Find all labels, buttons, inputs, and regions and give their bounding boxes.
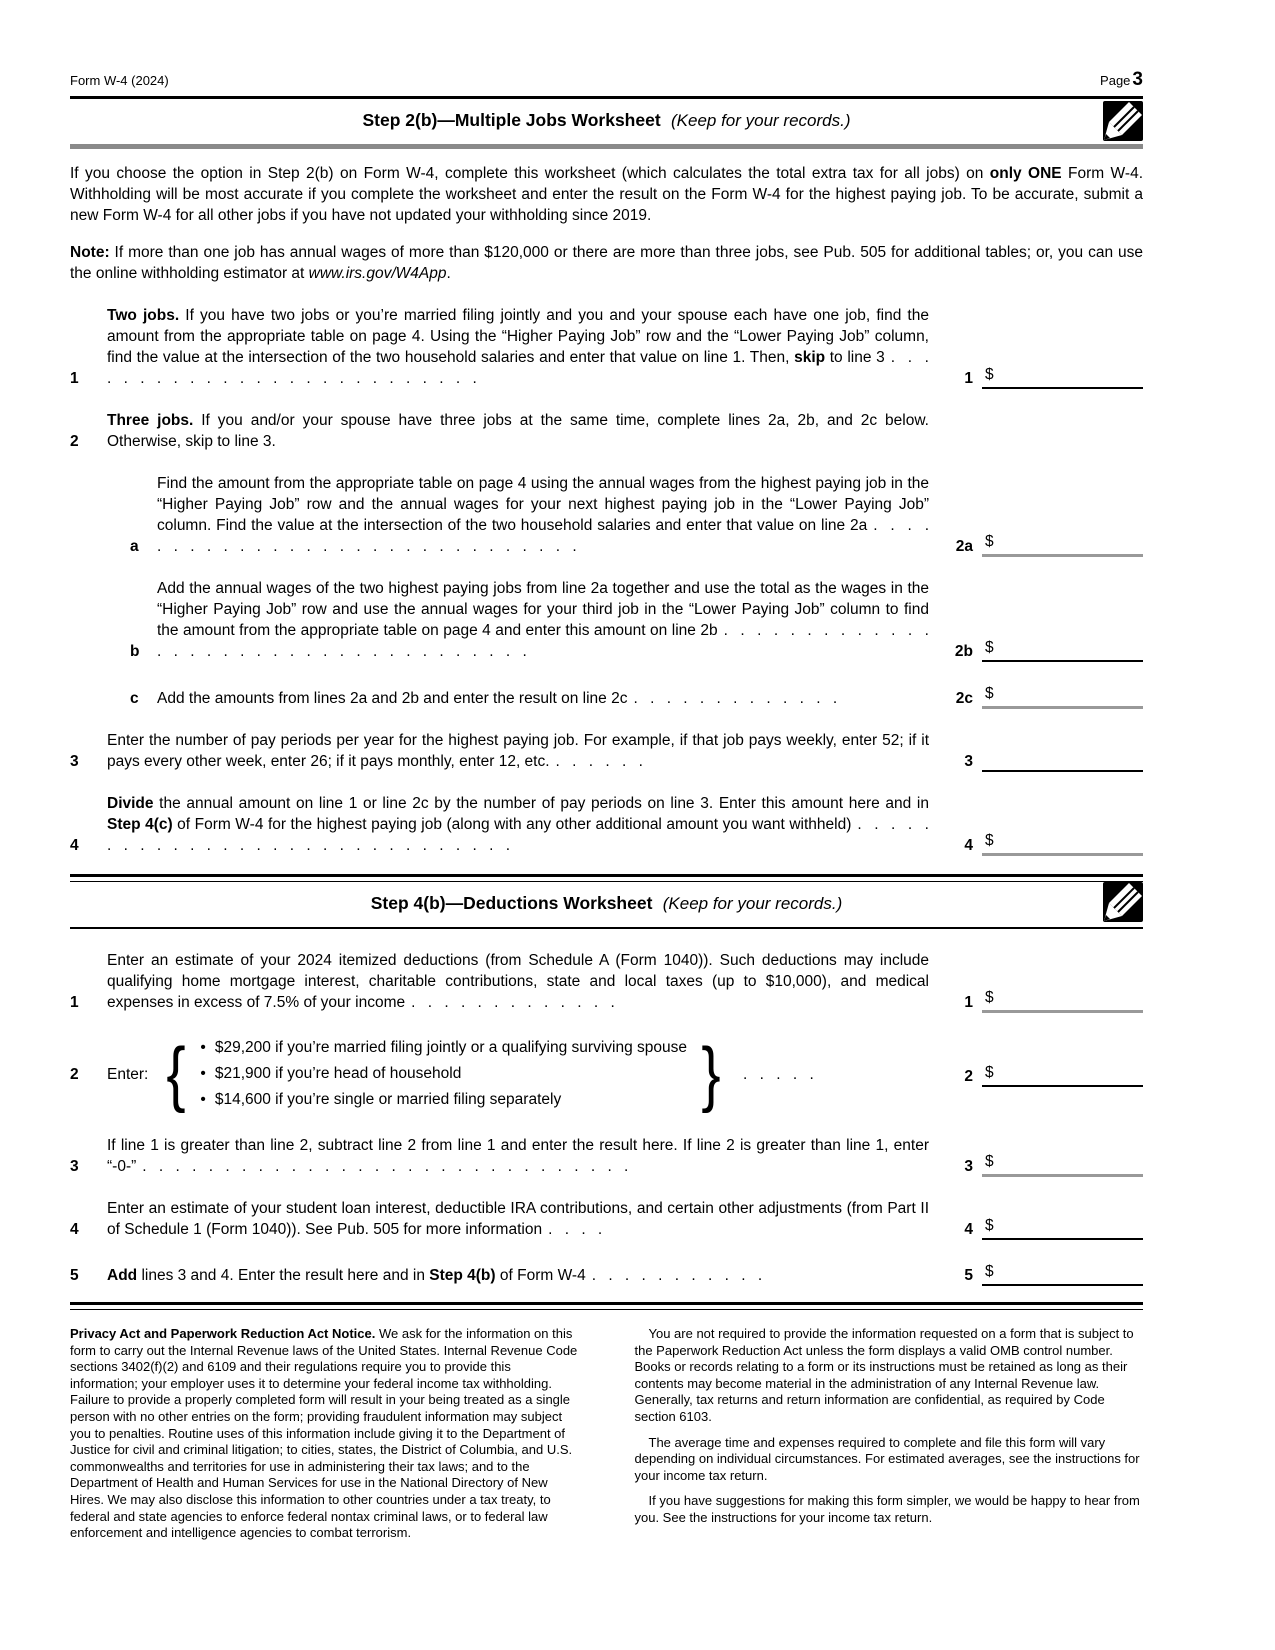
dollar-sign: $ bbox=[985, 989, 994, 1006]
text-segment: $14,600 if you’re single or married filing separately bbox=[214, 1091, 562, 1108]
line-text bbox=[157, 473, 943, 557]
section-subtitle: (Keep for your records.) bbox=[670, 111, 851, 130]
line-text bbox=[107, 793, 943, 856]
leader-dots: . . . . . . . . . . . . . . . . . . . . . . . . . . . . . . bbox=[157, 517, 929, 555]
page-label: Page bbox=[1100, 73, 1131, 88]
line-4-entry bbox=[943, 1215, 1143, 1240]
text-segment: Form W-4. Withholding will be most accurate if you complete the worksheet and enter the result on the Form W-4 for the highest paying job. To be accurate, submit a new Form W-4 for all other jobs if you have not updated your withholding since 2019. bbox=[70, 165, 1143, 224]
text-segment: If you and/or your spouse have three jobs at the same time, complete lines 2a, 2b, and 2c below. Otherwise, skip to line 3. bbox=[107, 412, 929, 450]
worksheet-line-2 bbox=[70, 1034, 1143, 1114]
entry-line-ref: 2c bbox=[955, 690, 973, 707]
notice-paragraph: The average time and expenses required to complete and file this form will vary depending on individual circumstances. For estimated averages, see the instructions for your income tax return. bbox=[634, 1434, 1140, 1483]
dollar-sign: $ bbox=[985, 832, 994, 849]
line-number: 3 bbox=[70, 753, 79, 770]
bullet-icon: • bbox=[200, 1091, 206, 1108]
line-1-entry bbox=[943, 364, 1143, 389]
enter-options bbox=[107, 1034, 943, 1114]
deductions-worksheet bbox=[70, 950, 1143, 1286]
line-text bbox=[107, 950, 943, 1013]
leader-dots: . . . . . . . . . . . . . . . . . . . . . . . . . . . . . . . . . . . . bbox=[157, 622, 929, 660]
text-segment: skip bbox=[794, 349, 826, 366]
text-segment: If line 1 is greater than line 2, subtract line 2 from line 1 and enter the result here. If line 2 is greater than line 1, enter “-0-” bbox=[107, 1137, 929, 1175]
entry-line-ref: 3 bbox=[964, 1158, 973, 1175]
line-number: 2 bbox=[70, 1065, 79, 1083]
text-segment: lines 3 and 4. Enter the result here and in bbox=[137, 1267, 430, 1284]
text-segment: If you choose the option in Step 2(b) on Form W-4, complete this worksheet (which calculates the total extra tax for all jobs) on bbox=[70, 165, 990, 182]
entry-line-ref: 4 bbox=[964, 837, 973, 854]
leader-dots: . . . . . . . . . . . . . bbox=[633, 690, 838, 707]
amount-field-4[interactable] bbox=[982, 830, 1143, 856]
worksheet-line-c bbox=[130, 683, 1143, 709]
worksheet-line-2 bbox=[70, 410, 1143, 452]
line-text bbox=[107, 1265, 943, 1286]
dollar-sign: $ bbox=[985, 366, 994, 383]
pencil-icon bbox=[1103, 101, 1143, 141]
text-segment: Enter an estimate of your 2024 itemized deductions (from Schedule A (Form 1040)). Such deductions may include qualifying home mortgage interest, charitable contributions, state and local taxes (up to $10,000), and medical expenses in excess of 7.5% of your income bbox=[107, 952, 929, 1011]
line-number: 5 bbox=[70, 1267, 79, 1284]
worksheet-line-1 bbox=[70, 305, 1143, 389]
leader-dots: . . . . . . . . . . . . . . . . . . . . . . . . . . bbox=[107, 349, 929, 387]
bullet-icon: • bbox=[200, 1065, 206, 1082]
text-segment: the annual amount on line 1 or line 2c by the number of pay periods on line 3. Enter this amount here and in bbox=[153, 795, 929, 812]
line-number: b bbox=[130, 643, 140, 660]
paperwork-reduction-notice bbox=[635, 1326, 1144, 1542]
worksheet-line-3 bbox=[70, 1135, 1143, 1177]
text-segment: Enter the number of pay periods per year for the highest paying job. For example, if that job pays weekly, enter 52; if it pays every other week, enter 26; if it pays monthly, enter 12, etc. bbox=[107, 732, 929, 770]
line-text bbox=[107, 410, 943, 452]
text-segment: $29,200 if you’re married filing jointly or a qualifying surviving spouse bbox=[214, 1039, 687, 1056]
section-subtitle: (Keep for your records.) bbox=[662, 894, 843, 913]
line-text bbox=[157, 688, 943, 709]
page-header bbox=[70, 70, 1143, 96]
line-number: 4 bbox=[70, 1221, 79, 1238]
line-text bbox=[107, 305, 943, 389]
section-title: Step 4(b)—Deductions Worksheet bbox=[370, 893, 653, 913]
leader-dots: . . . . . . . . . . . . . . . . . . . . . . . . . . . . . . bbox=[142, 1158, 629, 1175]
worksheet-line-3 bbox=[70, 730, 1143, 772]
text-segment: Add bbox=[107, 1267, 138, 1284]
line-number: a bbox=[130, 538, 139, 555]
leader-dots: . . . . . . bbox=[555, 753, 643, 770]
text-segment: Enter an estimate of your student loan interest, deductible IRA contributions, and certain other adjustments (from Part II of Schedule 1 (Form 1040)). See Pub. 505 for more information bbox=[107, 1200, 929, 1238]
dollar-sign: $ bbox=[985, 1063, 994, 1081]
worksheet-line-b bbox=[130, 578, 1143, 662]
line-text bbox=[107, 1198, 943, 1240]
entry-line-ref: 4 bbox=[964, 1221, 973, 1238]
deduction-option bbox=[200, 1035, 687, 1061]
open-brace: { bbox=[166, 1034, 187, 1114]
amount-field-4[interactable] bbox=[982, 1215, 1143, 1240]
amount-field-3[interactable] bbox=[982, 1151, 1143, 1177]
amount-field-2b[interactable] bbox=[982, 637, 1143, 662]
worksheet-intro bbox=[70, 163, 1143, 226]
text-segment: Step 4(c) bbox=[107, 816, 173, 833]
bullet-icon: • bbox=[200, 1039, 206, 1056]
text-segment: $21,900 if you’re head of household bbox=[214, 1065, 462, 1082]
page-number: 3 bbox=[1132, 69, 1143, 90]
line-4-entry bbox=[943, 830, 1143, 856]
step4b-section-header bbox=[70, 882, 1143, 927]
pencil-icon bbox=[1103, 882, 1143, 922]
step2b-section-header bbox=[70, 99, 1143, 144]
text-segment: of Form W-4 bbox=[495, 1267, 586, 1284]
entry-line-ref: 2 bbox=[964, 1067, 973, 1085]
dollar-sign: $ bbox=[985, 1263, 994, 1280]
line-number: 1 bbox=[70, 370, 79, 387]
page-indicator bbox=[1100, 70, 1143, 91]
options-list bbox=[200, 1035, 687, 1113]
leader-dots: . . . . . bbox=[743, 1065, 814, 1083]
section-header-rule bbox=[70, 144, 1143, 149]
amount-field-2a[interactable] bbox=[982, 531, 1143, 557]
line-2-entry bbox=[943, 1062, 1143, 1087]
multiple-jobs-worksheet bbox=[70, 305, 1143, 856]
text-segment: to line 3 bbox=[825, 349, 885, 366]
text-segment: Three jobs. bbox=[107, 412, 194, 429]
line-number: 2 bbox=[70, 433, 79, 450]
leader-dots: . . . . . . . . . . . bbox=[591, 1267, 763, 1284]
text-segment: . bbox=[446, 265, 451, 282]
worksheet-line-a bbox=[130, 473, 1143, 557]
text-segment: If more than one job has annual wages of more than $120,000 or there are more than three jobs, see Pub. 505 for additional tables; or, you can use the online withholding estimator at bbox=[70, 244, 1143, 282]
amount-field-1[interactable] bbox=[982, 987, 1143, 1013]
notice-paragraph: If you have suggestions for making this form simpler, we would be happy to hear from you. See the instructions for your income tax return. bbox=[634, 1493, 1140, 1525]
leader-dots: . . . . bbox=[548, 1221, 603, 1238]
line-number: 1 bbox=[70, 994, 79, 1011]
text-segment: If you have two jobs or you’re married filing jointly and you and your spouse each have one job, find the amount from the appropriate table on page 4. Using the “Higher Paying Job” row and the “Lower Paying Job” column, find the value at the intersection of the two household salaries and enter that value on line 1. Then, bbox=[107, 307, 929, 366]
dollar-sign: $ bbox=[985, 1217, 994, 1234]
worksheet-note bbox=[70, 242, 1143, 284]
line-3-entry bbox=[943, 749, 1143, 772]
line-1-entry bbox=[943, 987, 1143, 1013]
text-segment: Two jobs. bbox=[107, 307, 180, 324]
deduction-option bbox=[200, 1087, 687, 1113]
deduction-option bbox=[200, 1061, 687, 1087]
line-number: 3 bbox=[70, 1158, 79, 1175]
notice-paragraph: You are not required to provide the information requested on a form that is subject to the Paperwork Reduction Act unless the form displays a valid OMB control number. Books or records relating to a form or its instructions must be retained as long as their contents may become material in the administration of any Internal Revenue law. Generally, tax returns and return information are confidential, as required by Code section 6103. bbox=[634, 1326, 1134, 1424]
entry-line-ref: 1 bbox=[964, 370, 973, 387]
text-segment: Add the annual wages of the two highest paying jobs from line 2a together and use the total as the wages in the “Higher Paying Job” row and use the annual wages for your third job in the “Lower Paying Job” column to find the amount from the appropriate table on page 4 and enter this amount on line 2b bbox=[157, 580, 929, 639]
worksheet-line-1 bbox=[70, 950, 1143, 1013]
line-2a-entry bbox=[943, 531, 1143, 557]
amount-field-3[interactable] bbox=[982, 749, 1143, 772]
leader-dots: . . . . . . . . . . . . . . . . . . . . . . . . . . . . . . bbox=[107, 816, 929, 854]
entry-line-ref: 2b bbox=[954, 643, 973, 660]
text-segment: We ask for the information on this form to carry out the Internal Revenue laws of the United States. Internal Revenue Code sections 3402(f)(2) and 6109 and their regulations require you to provide this information; your employer uses it to determine your federal income tax withholding. Failure to provide a properly completed form will result in your being treated as a single person with no other entries on the form; providing fraudulent information may subject you to penalties. Routine uses of this information include giving it to the Department of Justice for civil and criminal litigation; to cities, states, the District of Columbia, and U.S. commonwealths and territories for use in administering their tax laws; and to the Department of Health and Human Services for use in the National Directory of New Hires. We may also disclose this information to other countries under a tax treaty, to federal and state agencies to enforce federal nontax criminal laws, or to federal law enforcement and intelligence agencies to combat terrorism. bbox=[70, 1326, 578, 1541]
line-text bbox=[107, 730, 943, 772]
dollar-sign: $ bbox=[985, 639, 994, 656]
amount-field-5[interactable] bbox=[982, 1261, 1143, 1286]
text-segment: Divide bbox=[107, 795, 154, 812]
enter-label: Enter: bbox=[107, 1065, 149, 1083]
amount-field-2[interactable] bbox=[982, 1062, 1143, 1087]
text-segment: only ONE bbox=[989, 165, 1062, 182]
dollar-sign: $ bbox=[985, 533, 994, 550]
section-header-rule bbox=[70, 927, 1143, 929]
line-number: c bbox=[130, 690, 139, 707]
line-3-entry bbox=[943, 1151, 1143, 1177]
section-title: Step 2(b)—Multiple Jobs Worksheet bbox=[362, 110, 661, 130]
page-footer bbox=[70, 1326, 1143, 1542]
text-segment: of Form W-4 for the highest paying job (along with any other additional amount you want withheld) bbox=[172, 816, 852, 833]
line-2b-entry bbox=[943, 637, 1143, 662]
leader-dots: . . . . . . . . . . . . . bbox=[411, 994, 615, 1011]
worksheet-line-4 bbox=[70, 1198, 1143, 1240]
line-number: 4 bbox=[70, 837, 79, 854]
worksheet-line-5 bbox=[70, 1261, 1143, 1286]
text-segment: Note: bbox=[70, 244, 110, 261]
entry-line-ref: 2a bbox=[955, 538, 973, 555]
amount-field-2c[interactable] bbox=[982, 683, 1143, 709]
privacy-act-notice bbox=[70, 1326, 579, 1542]
entry-line-ref: 3 bbox=[964, 753, 973, 770]
line-text bbox=[157, 578, 943, 662]
line-5-entry bbox=[943, 1261, 1143, 1286]
form-id: Form W-4 (2024) bbox=[70, 73, 169, 88]
text-segment: Find the amount from the appropriate table on page 4 using the annual wages from the highest paying job in the “Higher Paying Job” row and the annual wages for your next highest paying job in the “Lower Paying Job” column. Find the value at the intersection of the two household salaries and enter that value on line 2a bbox=[157, 475, 929, 534]
dollar-sign: $ bbox=[985, 1153, 994, 1170]
dollar-sign: $ bbox=[985, 685, 994, 702]
entry-line-ref: 1 bbox=[964, 994, 973, 1011]
line-2c-entry bbox=[943, 683, 1143, 709]
worksheet-line-4 bbox=[70, 793, 1143, 856]
text-segment: Privacy Act and Paperwork Reduction Act Notice. bbox=[70, 1326, 376, 1341]
entry-line-ref: 5 bbox=[964, 1267, 973, 1284]
text-segment: Step 4(b) bbox=[429, 1267, 496, 1284]
section-divider-rule bbox=[70, 874, 1143, 882]
text-segment: www.irs.gov/W4App bbox=[308, 265, 447, 282]
close-brace: } bbox=[701, 1034, 721, 1114]
amount-field-1[interactable] bbox=[982, 364, 1143, 389]
line-text bbox=[107, 1135, 943, 1177]
text-segment: Add the amounts from lines 2a and 2b and enter the result on line 2c bbox=[157, 690, 628, 707]
worksheet-end-rule bbox=[70, 1302, 1143, 1310]
